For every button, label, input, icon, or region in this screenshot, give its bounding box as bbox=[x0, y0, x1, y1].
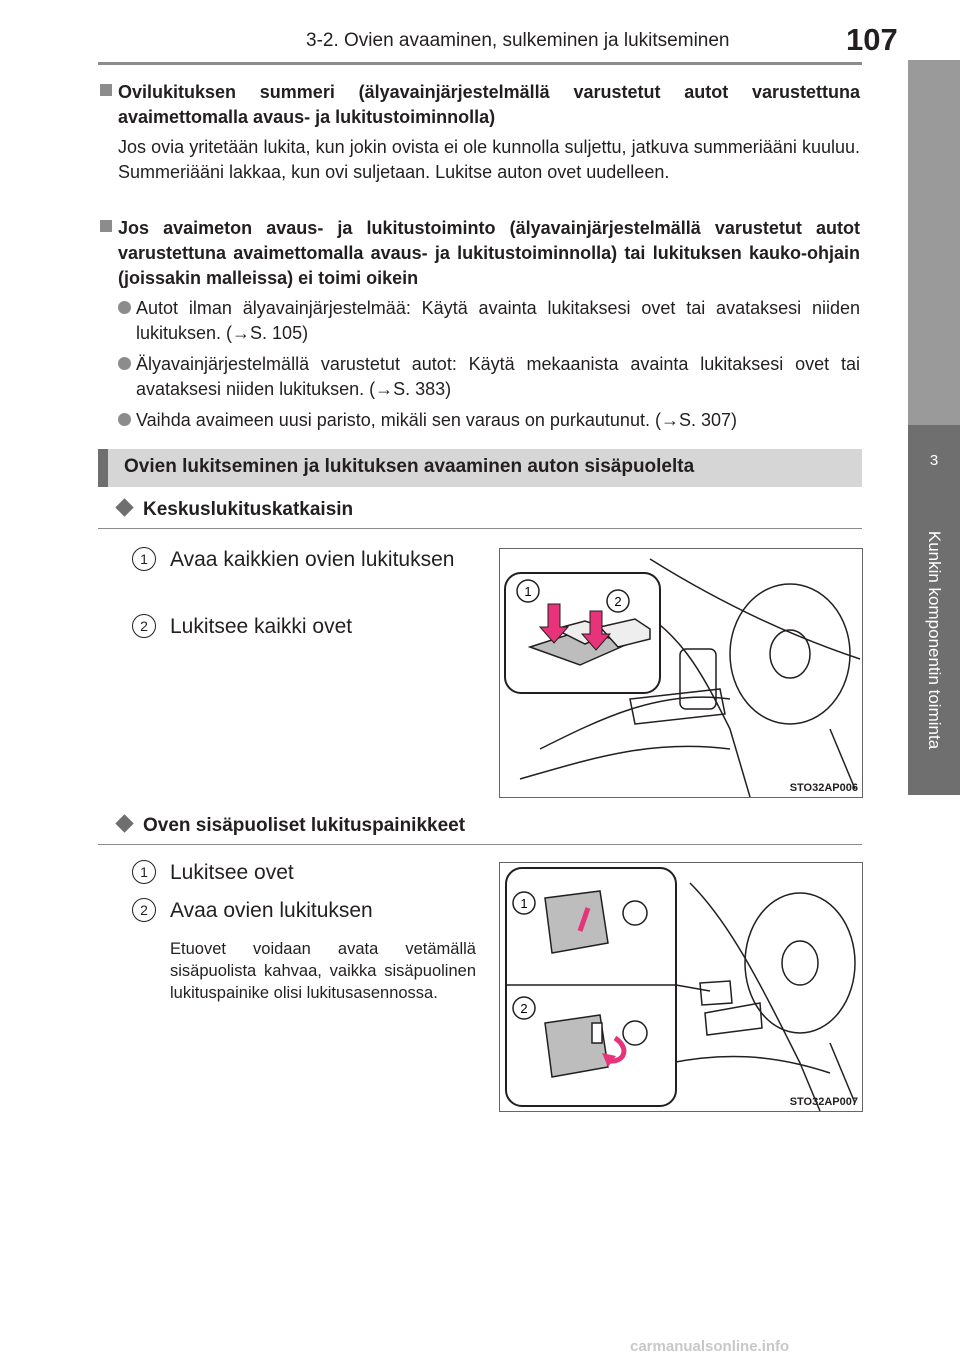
watermark: carmanualsonline.info bbox=[630, 1338, 790, 1355]
round-bullet-icon bbox=[118, 413, 131, 426]
door-lock-illustration bbox=[500, 863, 862, 1111]
buzzer-heading: Ovilukituksen summeri (älyavainjärjestelmällä varustetut autot varustettuna avaimettomalla avaus- ja lukitustoiminnolla) bbox=[118, 82, 860, 127]
round-bullet-icon bbox=[118, 301, 131, 314]
central-lock-switch-figure bbox=[499, 548, 863, 798]
chapter-title: Kunkin komponentin toiminta bbox=[925, 530, 944, 750]
list-item: Autot ilman älyavainjärjestelmää: Käytä avainta lukitaksesi ovet tai avataksesi niiden lukituksen. (→S. 105) bbox=[100, 296, 860, 346]
callout-label: 2 bbox=[520, 1001, 528, 1016]
step-text: Lukitsee ovet bbox=[170, 861, 294, 884]
note-text: Etuovet voidaan avata vetämällä sisäpuolista kahvaa, vaikka sisäpuolinen lukituspainike olisi lukitusasennossa. bbox=[170, 940, 476, 1002]
subsection-divider bbox=[98, 528, 862, 529]
door-panel-illustration bbox=[500, 549, 862, 797]
buzzer-body: Jos ovia yritetään lukita, kun jokin ovista ei ole kunnolla suljettu, jatkuva summeriääni kuuluu. Summeriääni lakkaa, kun ovi suljetaan. Lukitse auton ovet uudelleen. bbox=[118, 137, 860, 182]
step-number: 1 bbox=[132, 547, 156, 571]
round-bullet-icon bbox=[118, 357, 131, 370]
section-title: Ovien lukitseminen ja lukituksen avaaminen auton sisäpuolelta bbox=[124, 456, 695, 477]
keyless-heading: Jos avaimeton avaus- ja lukitustoiminto (älyavainjärjestelmällä varustetut autot varustettuna avaimettomalla avaus- ja lukitustoiminnolla) tai lukituksen kauko-ohjain (joissakin malleissa) ei toimi oikein bbox=[118, 218, 860, 288]
subsection-title: Keskuslukituskatkaisin bbox=[118, 499, 353, 521]
page-number: 107 bbox=[846, 22, 898, 57]
door-lock-button-figure bbox=[499, 862, 863, 1112]
callout-label: 2 bbox=[614, 594, 622, 609]
step-text: Avaa kaikkien ovien lukituksen bbox=[170, 548, 455, 571]
square-bullet-icon bbox=[100, 220, 112, 232]
square-bullet-icon bbox=[100, 84, 112, 96]
subsection-title: Oven sisäpuoliset lukituspainikkeet bbox=[118, 815, 465, 837]
callout-label: 1 bbox=[520, 896, 528, 911]
diamond-bullet-icon bbox=[115, 814, 133, 832]
header-divider bbox=[98, 62, 862, 65]
step-text: Avaa ovien lukituksen bbox=[170, 899, 373, 922]
step-text: Lukitsee kaikki ovet bbox=[170, 615, 353, 638]
section-title-bar bbox=[98, 449, 862, 487]
list-item: Vaihda avaimeen uusi paristo, mikäli sen varaus on purkautunut. (→S. 307) bbox=[100, 408, 860, 433]
side-tab-upper bbox=[908, 60, 960, 425]
step-number: 2 bbox=[132, 898, 156, 922]
step-number: 1 bbox=[132, 860, 156, 884]
list-item: Älyavainjärjestelmällä varustetut autot: Käytä mekaanista avainta lukitaksesi ovet tai avataksesi niiden lukituksen. (→S. 383) bbox=[100, 352, 860, 402]
diamond-bullet-icon bbox=[115, 498, 133, 516]
buzzer-section bbox=[100, 80, 860, 185]
figure-id: STO32AP006 bbox=[789, 782, 858, 794]
subsection-divider bbox=[98, 844, 862, 845]
keyless-section bbox=[100, 216, 860, 291]
chapter-number: 3 bbox=[929, 452, 939, 469]
figure-id: STO32AP007 bbox=[789, 1096, 858, 1108]
callout-label: 1 bbox=[524, 584, 532, 599]
running-header: 3-2. Ovien avaaminen, sulkeminen ja lukitseminen bbox=[306, 30, 730, 51]
step-number: 2 bbox=[132, 614, 156, 638]
